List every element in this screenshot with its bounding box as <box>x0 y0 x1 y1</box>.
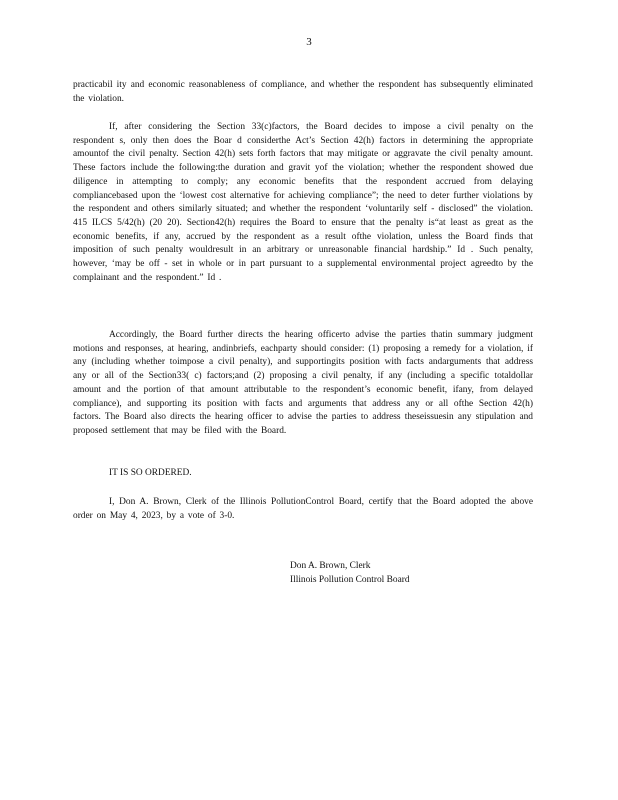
paragraph-hearing-officer-directions: Accordingly, the Board further directs the hearing officerto advise the parties thatin summary judgment motions and responses, at hearing, andinbriefs, eachparty should consider: (1) proposing a remedy for a violation, if any (including whether toimpose a civil penalty), and supportingits position with facts andarguments that address any or all of the Section33( c) factors;and (2) proposing a civil penalty, if any (including a specific totaldollar amount and the portion of that amount attributable to the respondent’s economic benefit, ifany, from delayed compliance), and supporting its position with facts and arguments that address any or all ofthe Section 42(h) factors. The Board also directs the hearing officer to advise the parties to address theseissuesin any stipulation and proposed settlement that may be filed with the Board. <box>73 330 533 436</box>
signature-block <box>290 560 410 587</box>
paragraph-clerk-certification: I, Don A. Brown, Clerk of the Illinois PollutionControl Board, certify that the Board adopted the above order on May 4, 2023, by a vote of 3-0. <box>73 497 533 521</box>
page-number: 3 <box>306 36 312 48</box>
paragraph-civil-penalty-factors: If, after considering the Section 33(c)factors, the Board decides to impose a civil penalty on the respondent s, only then does the Boar d considerthe Act’s Section 42(h) factors in determining the appropriate amountof the civil penalty. Section 42(h) sets forth factors that may mitigate or aggravate the civil penalty amount. These factors include the following:the duration and gravit yof the violation; whether the respondent showed due diligence in attempting to comply; any economic benefits that the respondent accrued from delaying compliancebased upon the ‘lowest cost alternative for achieving compliance”; the need to deter further violations by the respondent and others similarly situated; and whether the respondent ‘voluntarily self - disclosed” the violation. 415 ILCS 5/42(h) (20 20). Section42(h) requires the Board to ensure that the penalty is“at least as great as the economic benefits, if any, accrued by the respondent as a result ofthe violation, unless the Board finds that imposition of such penalty wouldresult in an arbitrary or unreasonable financial hardship.” Id . Such penalty, however, ‘may be off - set in whole or in part pursuant to a supplemental environmental project agreedto by the complainant and the respondent.” Id . <box>73 122 533 283</box>
signature-organization: Illinois Pollution Control Board <box>290 574 410 585</box>
order-statement: IT IS SO ORDERED. <box>109 468 192 478</box>
signature-name: Don A. Brown, Clerk <box>290 561 371 571</box>
paragraph-practicability: practicabil ity and economic reasonableness of compliance, and whether the respondent has subsequently eliminated the violation. <box>73 80 533 104</box>
